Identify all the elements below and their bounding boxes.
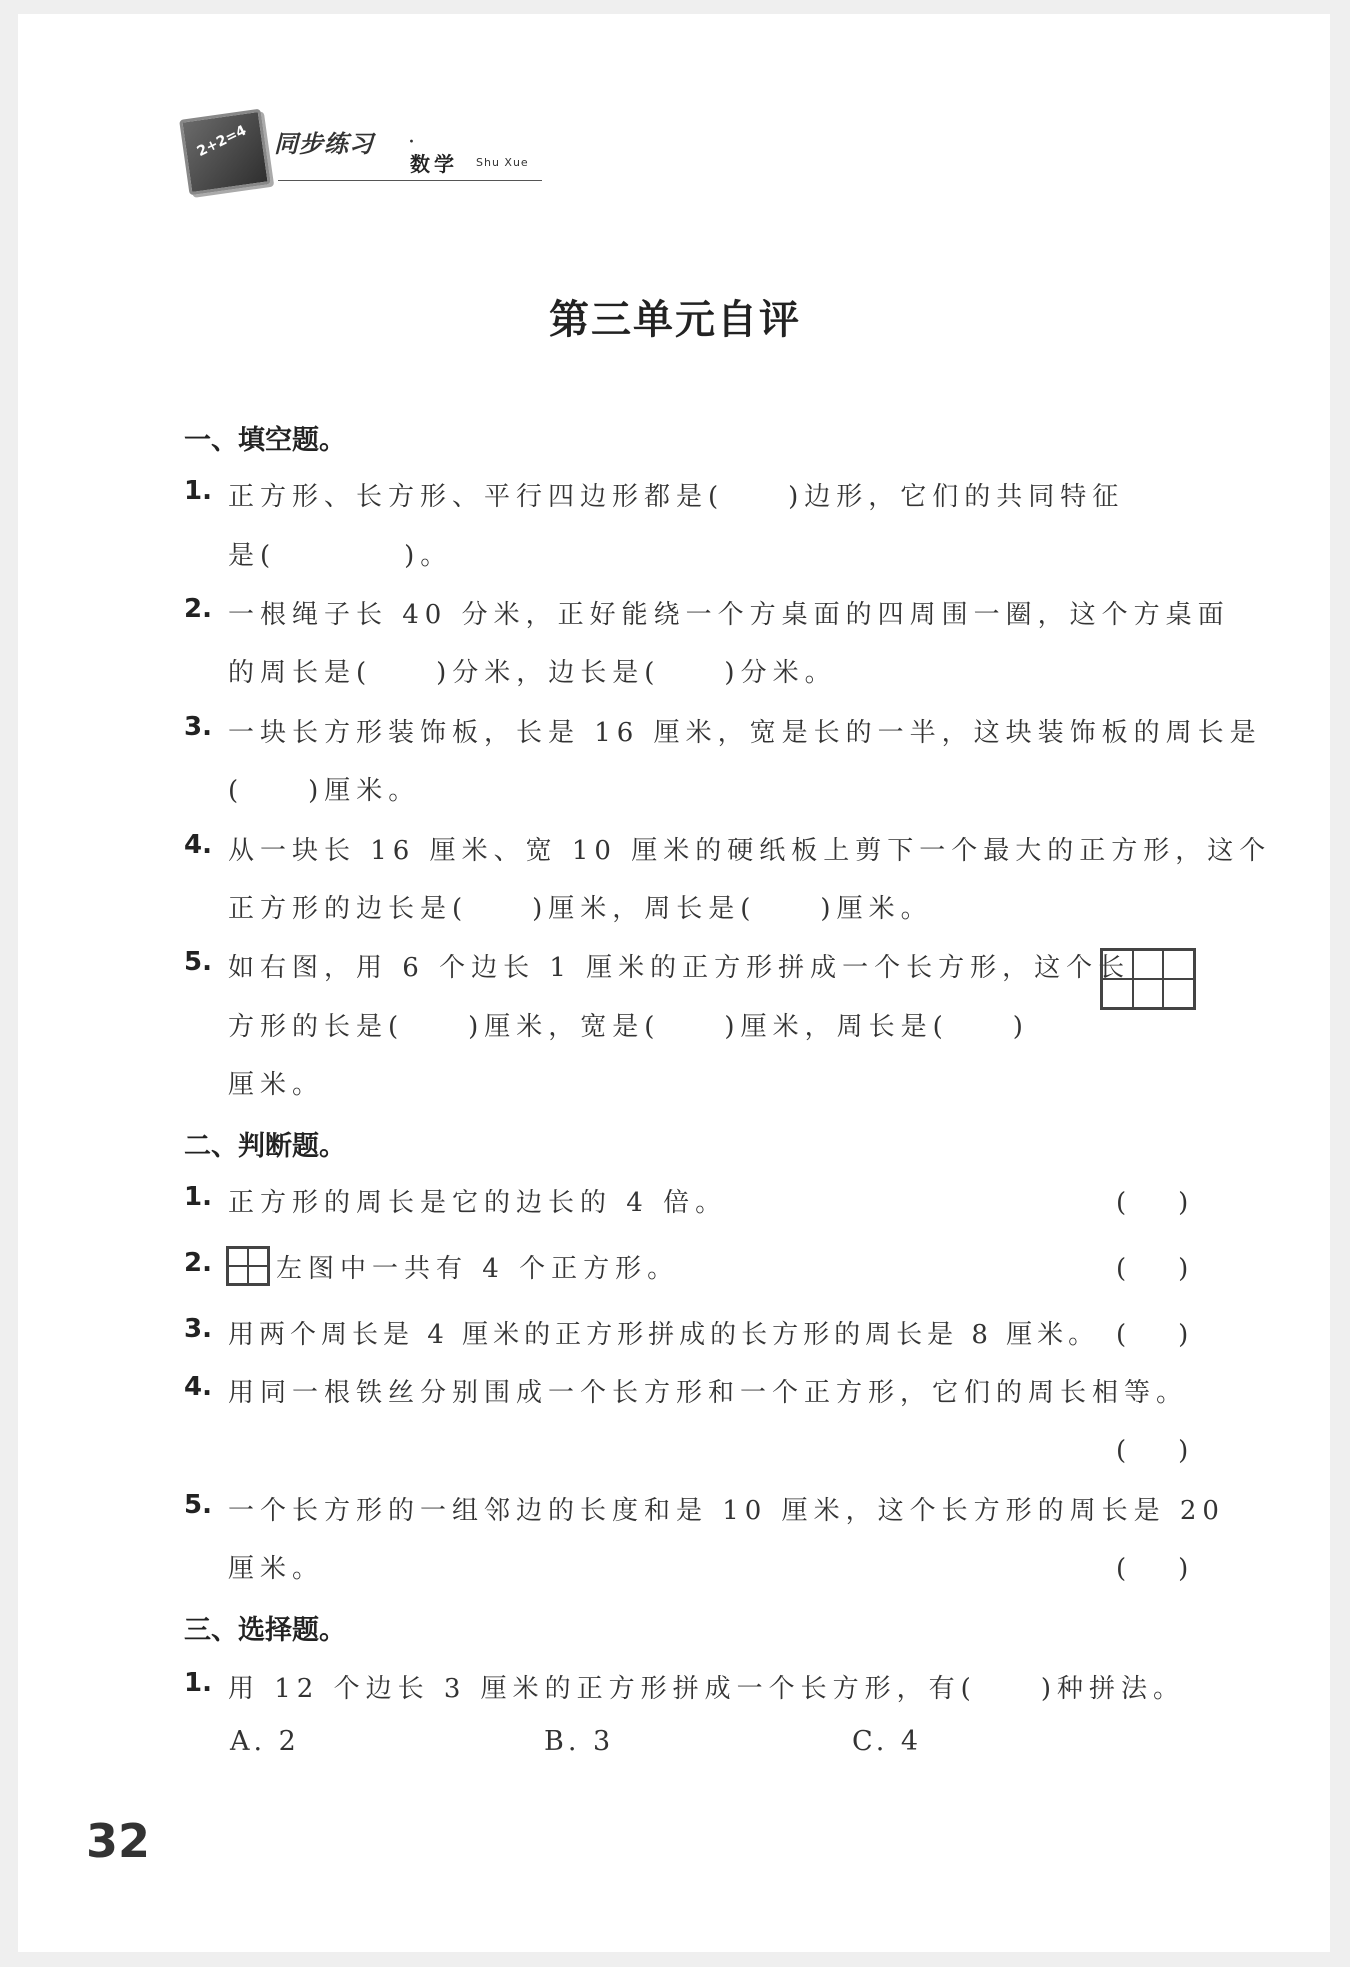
page-title: 第三单元自评 [549,297,801,343]
q2-5-line1: 一个长方形的一组邻边的长度和是 10 厘米，这个长方形的周长是 20 [228,1496,1225,1526]
q1-3-number: 3. [184,712,212,742]
q1-1-line1: 正方形、长方形、平行四边形都是( )边形，它们的共同特征 [228,482,1125,512]
q2-4-line1: 用同一根铁丝分别围成一个长方形和一个正方形，它们的周长相等。 [228,1378,1189,1408]
section-heading-fill: 一、填空题。 [184,425,346,456]
page-number: 32 [86,1814,151,1868]
q2-5-number: 5. [184,1490,212,1520]
section-heading-choice: 三、选择题。 [184,1615,346,1646]
option-c[interactable]: C. 4 [852,1726,923,1757]
q1-5-line1: 如右图，用 6 个边长 1 厘米的正方形拼成一个长方形，这个长 [228,953,1131,983]
q2-3-number: 3. [184,1314,212,1344]
square-2x2-figure [226,1246,270,1286]
q2-1-line1: 正方形的周长是它的边长的 4 倍。 [228,1188,728,1218]
header-pinyin: Shu Xue [476,156,529,169]
header-dot: · [408,130,415,155]
q2-3-answer-bracket[interactable]: ( ) [1116,1320,1189,1350]
q2-5-answer-bracket[interactable]: ( ) [1116,1554,1189,1584]
q1-2-line2: 的周长是( )分米，边长是( )分米。 [228,658,837,688]
q1-3-line1: 一块长方形装饰板，长是 16 厘米，宽是长的一半，这块装饰板的周长是 [228,718,1262,748]
header-title: 同步练习 [274,130,374,158]
q1-4-line2: 正方形的边长是( )厘米，周长是( )厘米。 [228,894,933,924]
q1-3-line2: ( )厘米。 [228,776,421,806]
option-a[interactable]: A. 2 [230,1726,300,1757]
badge-text: 2+2=4 [194,122,250,161]
q2-2-answer-bracket[interactable]: ( ) [1116,1254,1189,1284]
header-subject: 数学 [410,152,458,176]
q2-1-number: 1. [184,1182,212,1212]
q1-5-line3: 厘米。 [228,1070,325,1100]
q2-2-line1: 左图中一共有 4 个正方形。 [276,1254,680,1284]
q3-1-number: 1. [184,1668,212,1698]
q3-1-line1: 用 12 个边长 3 厘米的正方形拼成一个长方形，有( )种拼法。 [228,1674,1185,1704]
header-underline [278,180,542,181]
q2-3-line1: 用两个周长是 4 厘米的正方形拼成的长方形的周长是 8 厘米。 [228,1320,1100,1350]
q2-4-answer-bracket[interactable]: ( ) [1116,1436,1189,1466]
header-badge [182,104,542,196]
option-b[interactable]: B. 3 [544,1726,615,1757]
q1-5-number: 5. [184,947,212,977]
q2-5-line2: 厘米。 [228,1554,325,1584]
q1-4-line1: 从一块长 16 厘米、宽 10 厘米的硬纸板上剪下一个最大的正方形，这个 [228,836,1272,866]
q1-2-number: 2. [184,594,212,624]
q2-1-answer-bracket[interactable]: ( ) [1116,1188,1189,1218]
section-heading-judge: 二、判断题。 [184,1131,346,1162]
chalkboard-icon [179,109,271,196]
q1-5-line2: 方形的长是( )厘米，宽是( )厘米，周长是( ) [228,1012,1029,1042]
q2-2-number: 2. [184,1248,212,1278]
q1-1-line2: 是( )。 [228,541,453,571]
q1-2-line1: 一根绳子长 40 分米，正好能绕一个方桌面的四周围一圈，这个方桌面 [228,600,1230,630]
q2-4-number: 4. [184,1372,212,1402]
q1-1-number: 1. [184,476,212,506]
q1-4-number: 4. [184,830,212,860]
rectangle-2x3-figure [1100,948,1196,1010]
